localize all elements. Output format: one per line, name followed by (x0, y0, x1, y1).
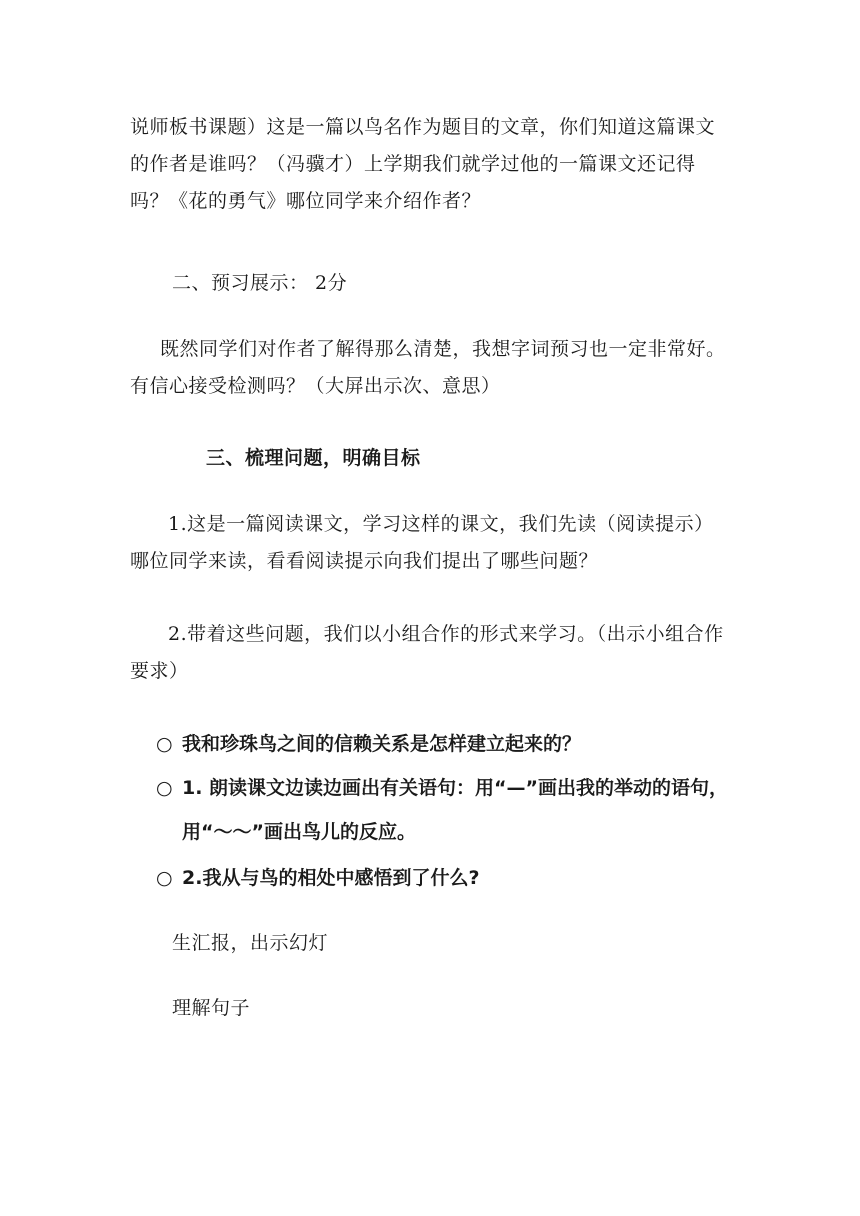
bullet-item (156, 856, 736, 900)
section-2-body: 既然同学们对作者了解得那么清楚，我想字词预习也一定非常好。有信心接受检测吗？（大屏出示次、意思） (130, 338, 726, 397)
bullet-item (156, 766, 736, 854)
bullet-text: 1. 朗读课文边读边画出有关语句：用“—”画出我的举动的语句，用“～～”画出鸟儿的反应。 (182, 777, 729, 843)
circle-bullet-icon: ○ (156, 867, 173, 889)
bullet-text: 我和珍珠鸟之间的信赖关系是怎样建立起来的？ (182, 733, 582, 755)
intro-paragraph: 说师板书课题）这是一篇以鸟名作为题目的文章，你们知道这篇课文的作者是谁吗？（冯骥才）上学期我们就学过他的一篇课文还记得吗？《花的勇气》哪位同学来介绍作者？ (130, 116, 716, 212)
circle-bullet-icon: ○ (156, 777, 173, 799)
bullet-item (156, 722, 736, 766)
closing-line-2: 理解句子 (172, 997, 251, 1019)
section-3-heading: 三、梳理问题，明确目标 (206, 447, 421, 469)
item-2-paragraph: 2.带着这些问题，我们以小组合作的形式来学习。（出示小组合作要求） (130, 623, 724, 682)
bullet-text: 2.我从与鸟的相处中感悟到了什么? (182, 867, 480, 889)
closing-line-1: 生汇报，出示幻灯 (172, 932, 329, 954)
item-1-paragraph: 1.这是一篇阅读课文，学习这样的课文，我们先读（阅读提示）哪位同学来读，看看阅读提示向我们提出了哪些问题？ (130, 513, 714, 572)
circle-bullet-icon: ○ (156, 733, 173, 755)
section-2-heading: 二、预习展示： 2分 (172, 272, 348, 294)
